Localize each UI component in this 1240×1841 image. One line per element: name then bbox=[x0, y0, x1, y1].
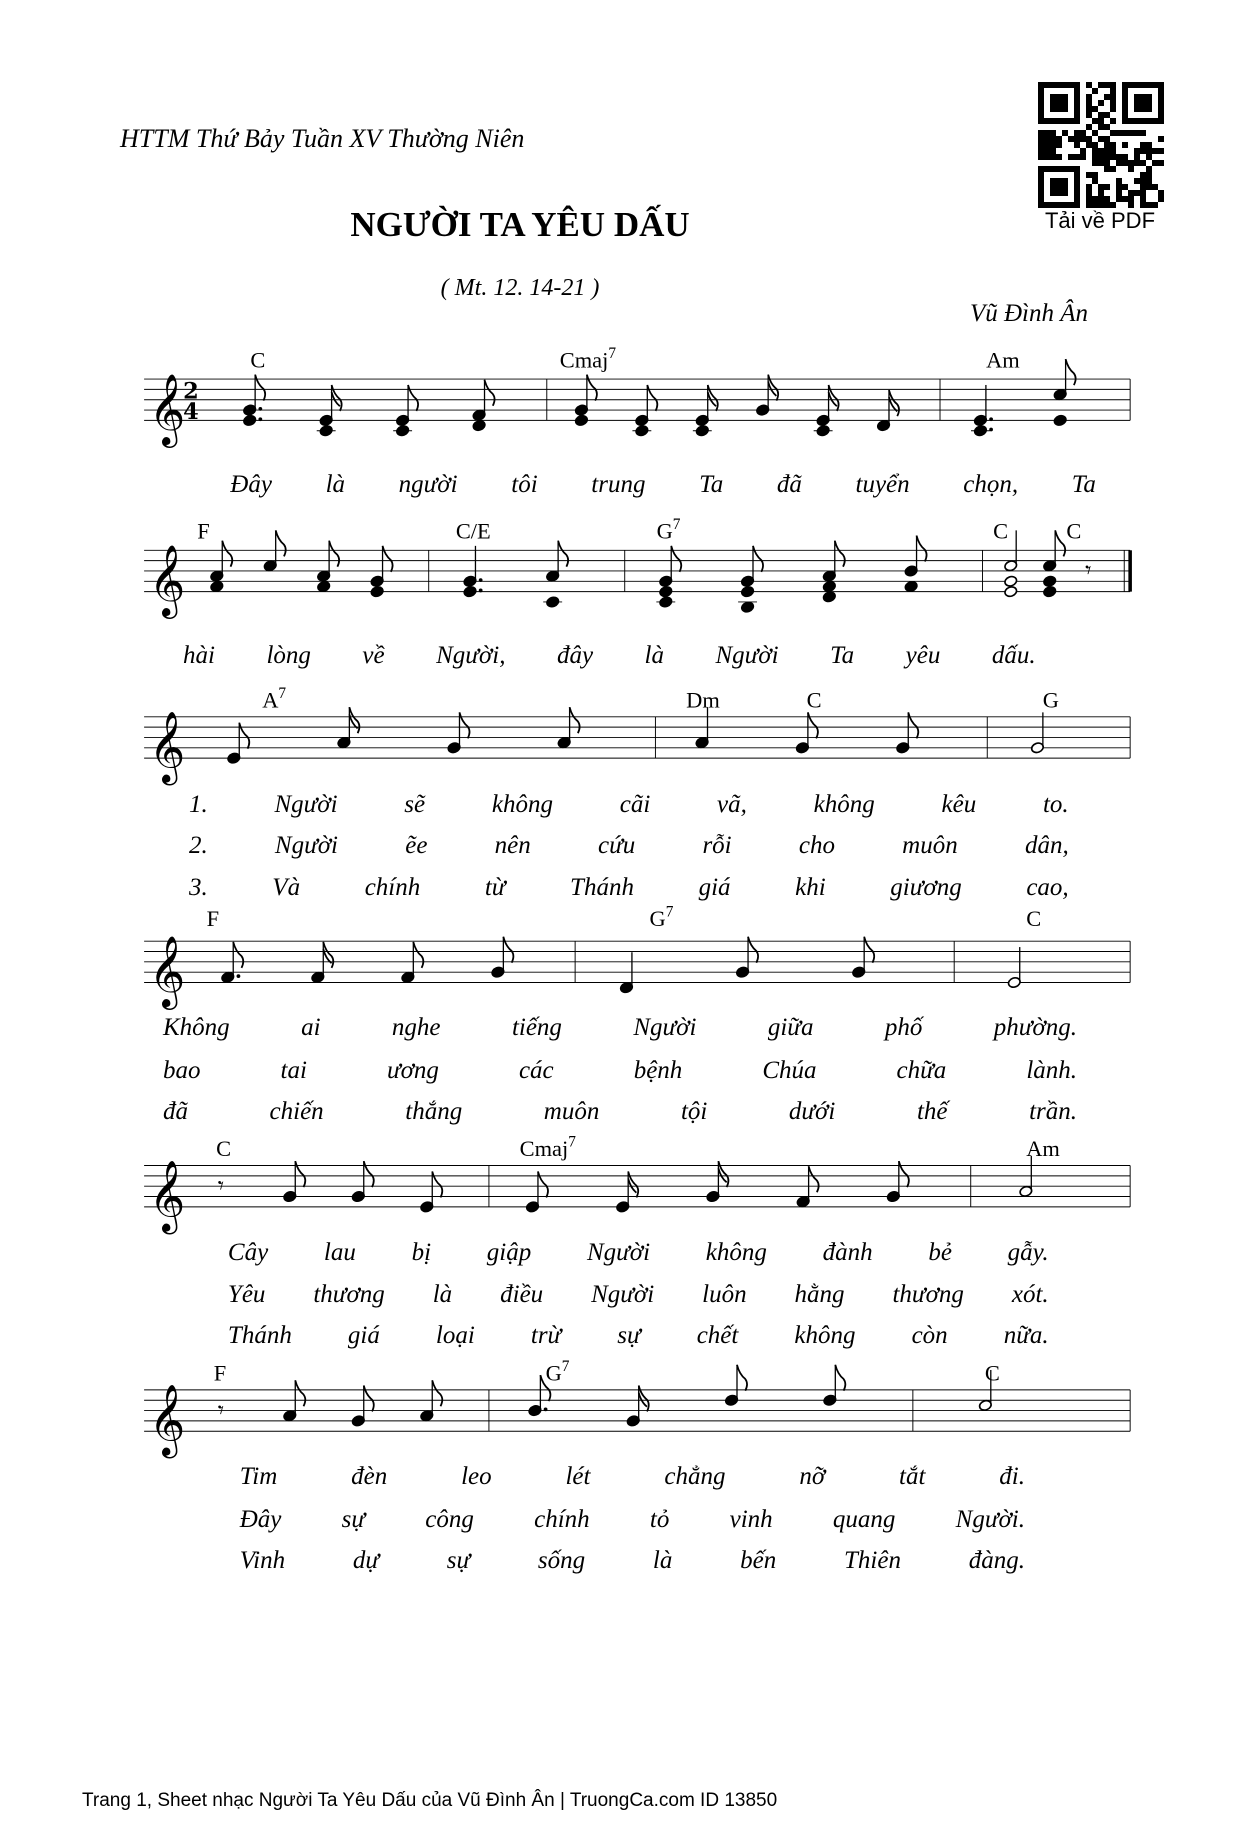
lyric-word: điều bbox=[500, 1281, 544, 1309]
lyric-word: sự bbox=[446, 1546, 471, 1574]
lyric-word: yêu bbox=[905, 642, 941, 670]
note-head bbox=[1053, 414, 1067, 426]
lyric-word: Ta bbox=[699, 471, 724, 499]
lyric-word: muôn bbox=[902, 832, 958, 860]
lyric-word: trần. bbox=[1029, 1098, 1077, 1126]
note bbox=[738, 546, 763, 613]
lyric-word: chữa bbox=[896, 1056, 947, 1084]
lyric-word: không bbox=[794, 1322, 856, 1350]
lyric-word: Thánh bbox=[227, 1322, 292, 1350]
dot bbox=[989, 417, 993, 421]
page-footer: Trang 1, Sheet nhạc Người Ta Yêu Dấu của Vũ Đình Ân | TruongCa.com ID 13850 bbox=[82, 1790, 778, 1811]
note-head bbox=[210, 580, 224, 592]
lyric-word: bến bbox=[740, 1546, 777, 1574]
lyric-word: hằng bbox=[794, 1281, 845, 1309]
flag bbox=[364, 1385, 374, 1411]
lyric-word: gẫy. bbox=[1007, 1238, 1049, 1266]
lyric-word: khi bbox=[795, 873, 826, 901]
scripture-reference: ( Mt. 12. 14-21 ) bbox=[440, 275, 600, 301]
lyric-word: tắt bbox=[899, 1463, 926, 1491]
note bbox=[311, 942, 334, 984]
time-signature-top: 2 bbox=[183, 378, 199, 405]
flag bbox=[908, 712, 918, 738]
dot bbox=[258, 407, 262, 411]
lyric-line bbox=[183, 641, 1036, 671]
note bbox=[1007, 947, 1021, 989]
flag bbox=[671, 546, 681, 572]
lyric-word: Ta bbox=[1071, 471, 1096, 499]
lyric-line bbox=[228, 1321, 1049, 1351]
note-head bbox=[463, 585, 477, 597]
lyric-word: cứu bbox=[597, 832, 636, 860]
lyric-word: còn bbox=[911, 1322, 948, 1350]
staff-system bbox=[144, 345, 1130, 448]
note-head bbox=[740, 601, 754, 613]
flag bbox=[570, 707, 580, 733]
lyric-word: thế bbox=[916, 1098, 948, 1126]
flag bbox=[753, 546, 763, 572]
lyric-word: loại bbox=[435, 1322, 475, 1350]
lyric-word: hài bbox=[183, 642, 215, 670]
dot bbox=[258, 417, 262, 421]
lyric-word: tội bbox=[680, 1098, 708, 1126]
lyric-word: thương bbox=[892, 1281, 964, 1309]
lyric-word: Người, bbox=[436, 642, 506, 670]
note bbox=[218, 1171, 224, 1199]
eighth-rest-icon: 𝄾 bbox=[217, 1171, 225, 1200]
staff-system bbox=[144, 1134, 1130, 1235]
lyric-word: chẳng bbox=[664, 1463, 726, 1491]
lyric-word: Không bbox=[162, 1014, 230, 1042]
time-signature-bottom: 4 bbox=[183, 399, 199, 426]
lyric-line bbox=[163, 1013, 1077, 1043]
lyric-word: bệnh bbox=[633, 1056, 683, 1084]
lyric-word: Và bbox=[272, 873, 301, 901]
dot bbox=[989, 428, 993, 432]
lyric-word: về bbox=[362, 642, 385, 670]
lyric-word: to. bbox=[1042, 791, 1069, 819]
flag bbox=[835, 541, 845, 567]
lyric-word: chính bbox=[364, 873, 421, 901]
note bbox=[218, 1396, 224, 1424]
lyric-word: cao, bbox=[1026, 873, 1069, 901]
flag bbox=[432, 1171, 442, 1197]
note bbox=[401, 942, 424, 984]
note bbox=[210, 541, 233, 593]
treble-clef-icon: 𝄞 bbox=[148, 935, 186, 1007]
lyric-word: bị bbox=[411, 1238, 432, 1266]
flag bbox=[1055, 530, 1065, 556]
note bbox=[283, 1380, 306, 1422]
chord-symbol: Cmaj$^7$ bbox=[519, 1133, 576, 1162]
lyric-word: người bbox=[398, 471, 458, 499]
dot bbox=[479, 578, 483, 582]
staff-system bbox=[144, 685, 1130, 786]
flag bbox=[647, 385, 657, 411]
chord-symbol: C bbox=[993, 518, 1009, 544]
chord-symbol: C bbox=[1026, 905, 1042, 931]
note bbox=[243, 375, 266, 427]
lyric-line bbox=[189, 873, 1069, 903]
lyric-word: đã bbox=[162, 1098, 188, 1126]
note bbox=[221, 942, 244, 984]
note-head bbox=[659, 585, 673, 597]
flag bbox=[809, 1166, 819, 1192]
lyric-word: Thiên bbox=[844, 1546, 901, 1574]
flag bbox=[737, 1365, 747, 1391]
lyric-word: tiếng bbox=[511, 1014, 562, 1042]
flag bbox=[485, 380, 495, 406]
lyric-word: trung bbox=[591, 471, 646, 499]
lyric-word: giá bbox=[347, 1322, 380, 1350]
note-head bbox=[317, 580, 331, 592]
lyric-word: lành. bbox=[1026, 1056, 1078, 1084]
staff-system bbox=[144, 516, 1130, 619]
lyric-word: thắng bbox=[405, 1098, 463, 1126]
flag bbox=[364, 1161, 374, 1187]
note bbox=[574, 375, 597, 427]
note bbox=[472, 380, 495, 432]
lyric-word: xót. bbox=[1011, 1281, 1049, 1309]
lyric-word: giá bbox=[698, 873, 731, 901]
lyric-word: dấu. bbox=[991, 642, 1036, 670]
lyric-word: Người bbox=[586, 1238, 651, 1266]
dot bbox=[237, 974, 241, 978]
lyric-word: Người bbox=[274, 832, 339, 860]
note bbox=[695, 707, 709, 749]
lyric-word: Chúa bbox=[762, 1056, 817, 1084]
flag bbox=[748, 937, 758, 963]
lyric-word: nghe bbox=[391, 1014, 441, 1042]
lyric-word: sự bbox=[341, 1505, 365, 1533]
flag bbox=[808, 712, 818, 738]
lyric-word: bẻ bbox=[928, 1238, 952, 1266]
flag bbox=[1066, 359, 1076, 385]
lyric-word: cãi bbox=[619, 791, 651, 819]
lyric-word: sẽ bbox=[404, 791, 426, 819]
lyric-word: leo bbox=[461, 1463, 492, 1491]
lyric-word: thương bbox=[313, 1281, 385, 1309]
lyric-word: Người bbox=[591, 1281, 655, 1309]
note-head bbox=[1004, 575, 1018, 587]
chord-symbol: C bbox=[806, 687, 822, 713]
lyric-word: ương bbox=[386, 1056, 439, 1084]
note bbox=[619, 952, 633, 994]
lyric-word: sự bbox=[617, 1322, 641, 1350]
note-head bbox=[822, 591, 836, 603]
lyric-word: phường. bbox=[993, 1014, 1077, 1042]
chord-symbol: G bbox=[1042, 687, 1059, 713]
lyric-word: giương bbox=[890, 873, 962, 901]
note bbox=[463, 546, 483, 598]
note bbox=[1030, 712, 1044, 754]
lyric-word: dưới bbox=[788, 1098, 836, 1126]
eighth-rest-icon: 𝄾 bbox=[1085, 556, 1092, 585]
chord-symbol: Am bbox=[1026, 1136, 1060, 1162]
chord-symbol: Cmaj$^7$ bbox=[559, 344, 617, 373]
lyric-word: nên bbox=[494, 832, 531, 860]
note-head bbox=[370, 585, 384, 597]
lyric-word: tuyển bbox=[855, 471, 910, 499]
lyric-word: Đây bbox=[239, 1505, 282, 1533]
lyric-word: các bbox=[518, 1056, 554, 1084]
lyric-word: Người bbox=[715, 642, 779, 670]
flag bbox=[917, 536, 927, 562]
lyric-line bbox=[228, 1280, 1049, 1310]
lyric-word: muôn bbox=[543, 1098, 600, 1126]
lyric-word: cho bbox=[798, 832, 835, 860]
staff-system bbox=[144, 903, 1130, 1010]
lyric-word: là bbox=[325, 471, 346, 499]
lyric-line bbox=[230, 470, 1096, 500]
lyric-word: chiến bbox=[269, 1098, 324, 1126]
lyric-word: 1. bbox=[188, 791, 208, 819]
chord-symbol: F bbox=[206, 905, 220, 931]
flag bbox=[587, 375, 597, 401]
lyric-word: rỗi bbox=[702, 832, 732, 860]
lyric-word: nỡ bbox=[799, 1463, 826, 1491]
lyric-line bbox=[189, 790, 1069, 820]
note bbox=[263, 530, 286, 572]
note bbox=[632, 385, 657, 437]
note bbox=[370, 546, 393, 598]
lyric-word: đành bbox=[822, 1238, 873, 1266]
song-title: NGƯỜI TA YÊU DẤU bbox=[350, 205, 690, 244]
flag bbox=[899, 1161, 909, 1187]
chord-symbol: $G^7$ bbox=[656, 516, 681, 544]
chord-symbol: C/E bbox=[455, 518, 491, 544]
note-head bbox=[472, 419, 486, 431]
flag bbox=[255, 375, 265, 401]
treble-clef-icon: 𝄞 bbox=[148, 373, 186, 445]
lyric-word: ai bbox=[301, 1014, 321, 1042]
note-head bbox=[243, 414, 257, 426]
lyric-word: không bbox=[813, 791, 875, 819]
lyric-word: tỏ bbox=[649, 1505, 670, 1533]
chord-symbol: F bbox=[197, 518, 210, 544]
chord-symbol: Dm bbox=[686, 687, 720, 713]
lyric-word: đàng. bbox=[968, 1546, 1025, 1574]
note bbox=[796, 1166, 819, 1208]
flag bbox=[239, 723, 249, 749]
lyric-line bbox=[240, 1546, 1025, 1576]
chord-symbol: C bbox=[984, 1360, 1000, 1386]
lyric-word: không bbox=[491, 791, 553, 819]
flag bbox=[432, 1380, 442, 1406]
note bbox=[557, 707, 580, 749]
lyric-word: nữa. bbox=[1003, 1322, 1049, 1350]
lyric-word: kêu bbox=[941, 791, 977, 819]
lyric-word: dân, bbox=[1024, 832, 1069, 860]
chord-symbol: $A^7$ bbox=[262, 684, 287, 713]
lyric-word: tôi bbox=[511, 471, 538, 499]
lyric-word: đèn bbox=[351, 1463, 388, 1491]
chord-symbol: $G^7$ bbox=[649, 903, 674, 931]
note bbox=[693, 385, 718, 437]
lyric-word: đây bbox=[556, 642, 594, 670]
dot bbox=[544, 1407, 548, 1411]
lyric-word: Cây bbox=[227, 1238, 269, 1266]
note bbox=[904, 536, 927, 593]
lyric-word: 3. bbox=[188, 873, 208, 901]
flag bbox=[459, 712, 469, 738]
flag bbox=[413, 942, 423, 968]
note bbox=[1019, 1156, 1033, 1198]
note bbox=[1085, 556, 1091, 584]
chord-symbol: C bbox=[1066, 518, 1082, 544]
lyric-word: vinh bbox=[729, 1505, 773, 1533]
lyric-word: chết bbox=[696, 1322, 739, 1350]
lyric-line bbox=[163, 1097, 1077, 1127]
note-head bbox=[822, 580, 836, 592]
lyric-word: là bbox=[652, 1546, 673, 1574]
lyric-word: bao bbox=[162, 1056, 201, 1084]
lyric-word: Người bbox=[633, 1014, 697, 1042]
lyric-word: giữa bbox=[767, 1014, 814, 1042]
lyric-word: phố bbox=[884, 1014, 923, 1042]
lyric-word: giập bbox=[486, 1238, 532, 1266]
flag bbox=[864, 937, 874, 963]
lyric-word: vã, bbox=[717, 791, 747, 819]
lyric-line bbox=[189, 831, 1069, 861]
lyric-word: sống bbox=[537, 1546, 586, 1574]
note-head bbox=[740, 585, 754, 597]
lyric-word: đã bbox=[776, 471, 802, 499]
treble-clef-icon: 𝄞 bbox=[148, 545, 186, 617]
note-head bbox=[574, 414, 588, 426]
treble-clef-icon: 𝄞 bbox=[148, 1160, 186, 1232]
lyric-word: Người. bbox=[955, 1505, 1026, 1533]
note bbox=[543, 541, 568, 608]
note bbox=[656, 546, 681, 608]
lyric-word: quang bbox=[832, 1505, 896, 1533]
lyric-word: trừ bbox=[530, 1322, 562, 1350]
flag bbox=[503, 937, 513, 963]
chord-symbol: C bbox=[216, 1136, 232, 1162]
chord-symbol: F bbox=[213, 1360, 227, 1386]
flag bbox=[295, 1380, 305, 1406]
flag bbox=[295, 1161, 305, 1187]
lyric-word: từ bbox=[484, 873, 506, 901]
eighth-rest-icon: 𝄾 bbox=[217, 1395, 225, 1424]
lyric-word: chọn, bbox=[963, 471, 1019, 499]
lyric-word: lét bbox=[565, 1463, 591, 1491]
note bbox=[420, 1380, 443, 1422]
flag bbox=[408, 385, 418, 411]
note bbox=[814, 385, 839, 437]
flag bbox=[276, 530, 286, 556]
note-head bbox=[1043, 575, 1057, 587]
lyric-word: là bbox=[644, 642, 664, 670]
note bbox=[317, 541, 340, 593]
lyric-word: Vinh bbox=[239, 1546, 286, 1574]
lyric-line bbox=[228, 1238, 1049, 1268]
lyric-word: 2. bbox=[188, 832, 208, 860]
lyric-word: lòng bbox=[266, 642, 311, 670]
occasion-subtitle: HTTM Thứ Bảy Tuần XV Thường Niên bbox=[120, 124, 525, 153]
lyric-line bbox=[240, 1505, 1025, 1535]
lyric-word: đi. bbox=[999, 1463, 1025, 1491]
chord-symbol: Am bbox=[986, 347, 1020, 373]
lyric-word: Tim bbox=[239, 1463, 278, 1491]
download-pdf-link[interactable]: Tải về PDF bbox=[1044, 208, 1156, 233]
lyric-word: Đây bbox=[230, 471, 272, 499]
lyric-line bbox=[240, 1462, 1025, 1492]
flag bbox=[329, 541, 339, 567]
lyric-word: Người bbox=[274, 791, 338, 819]
lyric-word: dự bbox=[352, 1546, 379, 1574]
flag bbox=[558, 541, 568, 567]
note bbox=[1043, 530, 1066, 597]
dot bbox=[479, 589, 483, 593]
lyric-word: luôn bbox=[702, 1281, 747, 1309]
staff-system bbox=[144, 1358, 1130, 1459]
lyric-word: chính bbox=[534, 1505, 590, 1533]
note bbox=[337, 707, 360, 749]
treble-clef-icon: 𝄞 bbox=[148, 711, 186, 783]
lyric-word: công bbox=[425, 1505, 474, 1533]
note bbox=[971, 385, 993, 437]
note bbox=[876, 390, 899, 432]
flag bbox=[222, 541, 232, 567]
lyric-word: lau bbox=[323, 1238, 356, 1266]
lyric-word: ẽe bbox=[405, 832, 428, 860]
lyric-word: Thánh bbox=[570, 873, 634, 901]
flag bbox=[233, 942, 243, 968]
lyric-word: tai bbox=[280, 1056, 307, 1084]
flag bbox=[835, 1365, 845, 1391]
note bbox=[393, 385, 418, 437]
note-head bbox=[1004, 585, 1018, 597]
lyric-line bbox=[163, 1056, 1077, 1086]
lyric-word: không bbox=[705, 1238, 767, 1266]
flag bbox=[383, 546, 393, 572]
lyric-word: là bbox=[432, 1281, 453, 1309]
note bbox=[1053, 359, 1076, 426]
note-head bbox=[1043, 585, 1057, 597]
chord-symbol: $G^7$ bbox=[545, 1358, 570, 1386]
flag bbox=[538, 1171, 548, 1197]
treble-clef-icon: 𝄞 bbox=[148, 1384, 186, 1456]
chord-symbol: C bbox=[250, 347, 266, 373]
lyric-word: Ta bbox=[830, 642, 855, 670]
composer: Vũ Đình Ân bbox=[969, 300, 1088, 327]
note-head bbox=[904, 580, 918, 592]
note bbox=[317, 385, 342, 437]
lyric-word: Yêu bbox=[227, 1281, 266, 1309]
